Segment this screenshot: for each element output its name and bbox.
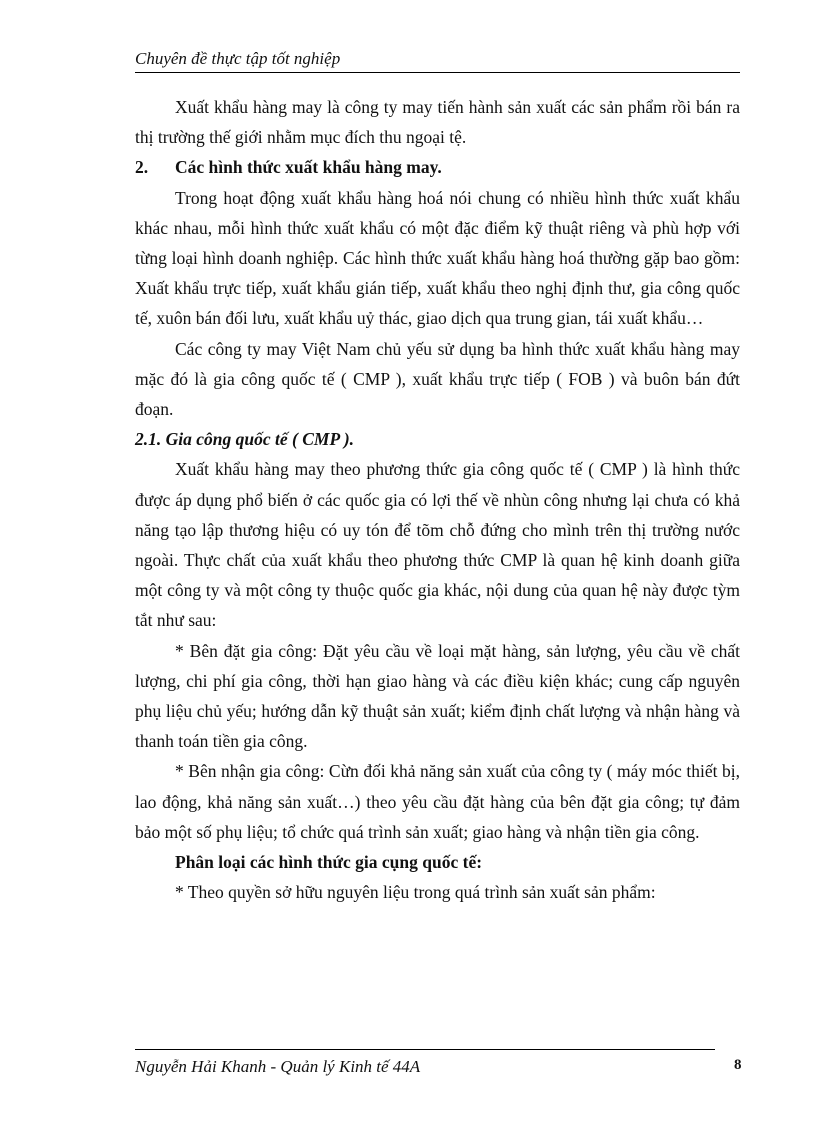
page-content bbox=[135, 92, 740, 907]
paragraph-ownership: * Theo quyền sở hữu nguyên liệu trong quá trình sản xuất sản phẩm: bbox=[175, 882, 656, 903]
section-number: 2. bbox=[135, 157, 149, 178]
subsection-heading-2-1: 2.1. Gia công quốc tế ( CMP ). bbox=[135, 429, 355, 450]
paragraph-ordering-party: * Bên đặt gia công: Đặt yêu cầu về loại mặt hàng, sản lượng, yêu cầu về chất lượng, chi phí gia công, thời hạn giao hàng và các điều kiện khác; cung cấp nguyên phụ liệu chủ yếu; hướng dẫn kỹ thuật sản xuất; kiểm định chất lượng và nhận hàng và thanh toán tiền gia công. bbox=[135, 640, 740, 752]
paragraph-cmp-definition: Xuất khẩu hàng may theo phương thức gia công quốc tế ( CMP ) là hình thức được áp dụng phổ biến ở các quốc gia có lợi thế về nhùn công nhưng lại chưa có khả năng tạo lập thương hiệu có uy tón để tõm chỗ đứng cho mình trên thị trường nước ngoài. Thực chất của xuất khẩu theo phương thức CMP là quan hệ kinh doanh giữa một công ty và một công ty thuộc quốc gia khác, nội dung của quan hệ này được tỳm tắt như sau: bbox=[135, 459, 740, 631]
section-title: Các hình thức xuất khẩu hàng may. bbox=[175, 157, 442, 178]
paragraph-intro: Xuất khẩu hàng may là công ty may tiến hành sản xuất các sản phẩm rồi bán ra thị trường thế giới nhằm mục đích thu ngoại tệ. bbox=[135, 97, 740, 148]
paragraph-classification-heading: Phân loại các hình thức gia cụng quốc tế: bbox=[175, 852, 483, 873]
page-footer bbox=[135, 1049, 715, 1078]
page-number: 8 bbox=[734, 1057, 742, 1073]
paragraph-processing-party: * Bên nhận gia công: Cừn đối khả năng sản xuất của công ty ( máy móc thiết bị, lao động, khả năng sản xuất…) theo yêu cầu đặt hàng của bên đặt gia công; tự đảm bảo một số phụ liệu; tổ chức quá trình sản xuất; giao hàng và nhận tiền gia công. bbox=[135, 761, 740, 842]
footer-author: Nguyễn Hải Khanh - Quản lý Kinh tế 44A bbox=[135, 1057, 421, 1076]
page-header bbox=[135, 48, 740, 73]
paragraph-vietnam-companies: Các công ty may Việt Nam chủ yếu sử dụng ba hình thức xuất khẩu hàng may mặc đó là gia công quốc tế ( CMP ), xuất khẩu trực tiếp ( FOB ) và buôn bán đứt đoạn. bbox=[135, 338, 740, 420]
header-title: Chuyên đề thực tập tốt nghiệp bbox=[135, 49, 341, 68]
section-heading-2 bbox=[135, 152, 740, 182]
paragraph-export-forms: Trong hoạt động xuất khẩu hàng hoá nói chung có nhiều hình thức xuất khẩu khác nhau, mỗi hình thức xuất khẩu có một đặc điểm kỹ thuật riêng và phù hợp với từng loại hình doanh nghiệp. Các hình thức xuất khẩu hàng hoá thường gặp bao gồm: Xuất khẩu trực tiếp, xuất khẩu gián tiếp, xuất khẩu theo nghị định thư, gia công quốc tế, xuôn bán đối lưu, xuất khẩu uỷ thác, giao dịch qua trung gian, tái xuất khẩu… bbox=[135, 187, 740, 329]
